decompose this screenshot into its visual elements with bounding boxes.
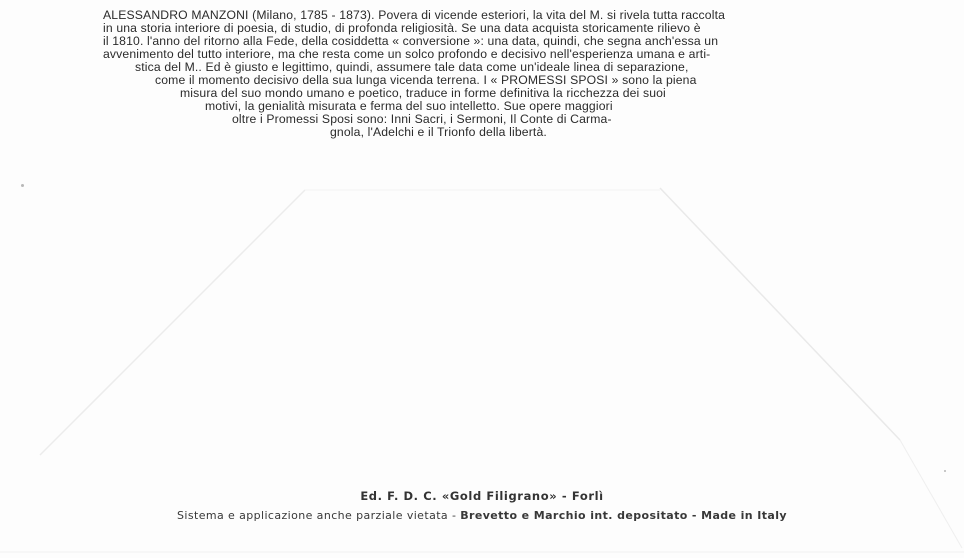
legal-notice (0, 509, 964, 522)
biography-line: in una storia interiore di poesia, di studio, di profonda religiosità. Se una data acquista storicamente rilievo è (103, 21, 701, 35)
biography-line: motivi, la genialità misurata e ferma del suo intelletto. Sue opere maggiori (205, 99, 613, 113)
biography-line: gnola, l'Adelchi e il Trionfo della libertà. (330, 125, 547, 139)
legal-notice-trademark: Brevetto e Marchio int. depositato - Made in Italy (460, 509, 787, 522)
biography-line: il 1810. l'anno del ritorno alla Fede, della cosiddetta « conversione »: una data, quindi, che segna anch'essa un (103, 34, 719, 48)
biography-line: ALESSANDRO MANZONI (Milano, 1785 - 1873). Povera di vicende esteriori, la vita del M. si rivela tutta raccolta (103, 8, 726, 22)
paper-speck (944, 470, 946, 472)
legal-notice-prefix: Sistema e applicazione anche parziale vietata - (177, 509, 461, 522)
biography-line: avvenimento del tutto interiore, ma che resta come un solco profondo e decisivo nell'esperienza umana e arti- (103, 47, 711, 61)
paper-speck (21, 184, 24, 187)
publisher-imprint: Ed. F. D. C. «Gold Filigrano» - Forlì (360, 489, 604, 503)
biography-line: oltre i Promessi Sposi sono: Inni Sacri, i Sermoni, Il Conte di Carma- (232, 112, 612, 126)
biography-line: misura del suo mondo umano e poetico, traduce in forme definitiva la ricchezza dei suoi (180, 86, 666, 100)
biography-line: come il momento decisivo della sua lunga vicenda terrena. I « PROMESSI SPOSI » sono la piena (155, 73, 697, 87)
biography-line: stica del M.. Ed è giusto e legittimo, quindi, assumere tale data come un'ideale linea di separazione, (135, 60, 689, 74)
